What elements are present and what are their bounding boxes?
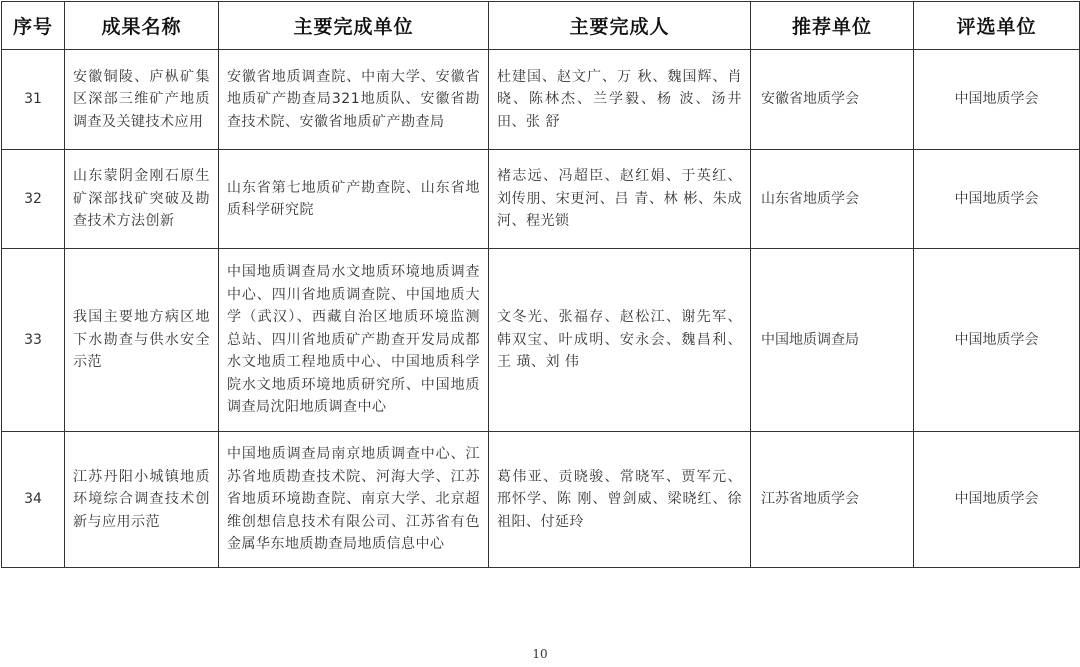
header-recommender: 推荐单位 xyxy=(751,2,914,50)
row-name: 安徽铜陵、庐枞矿集区深部三维矿产地质调查及关键技术应用 xyxy=(65,50,219,150)
row-units: 中国地质调查局南京地质调查中心、江苏省地质勘查技术院、河海大学、江苏省地质环境勘查院、南京大学、北京超维创想信息技术有限公司、江苏省有色金属华东地质勘查局地质信息中心 xyxy=(219,432,489,568)
row-index: 33 xyxy=(2,249,65,432)
header-index: 序号 xyxy=(2,2,65,50)
row-persons: 葛伟亚、贡晓骏、常晓军、贾军元、邢怀学、陈 刚、曾剑威、梁晓红、徐祖阳、付延玲 xyxy=(489,432,751,568)
row-persons: 褚志远、冯超臣、赵红娟、于英红、刘传朋、宋更河、吕 青、林 彬、朱成河、程光锁 xyxy=(489,150,751,249)
row-selector: 中国地质学会 xyxy=(914,249,1080,432)
table-row xyxy=(2,249,1080,432)
row-selector: 中国地质学会 xyxy=(914,432,1080,568)
header-persons: 主要完成人 xyxy=(489,2,751,50)
row-recommender: 山东省地质学会 xyxy=(751,150,914,249)
header-units: 主要完成单位 xyxy=(219,2,489,50)
row-name: 我国主要地方病区地下水勘查与供水安全示范 xyxy=(65,249,219,432)
row-index: 32 xyxy=(2,150,65,249)
row-persons: 文冬光、张福存、赵松江、谢先军、韩双宝、叶成明、安永会、魏昌利、王 璜、刘 伟 xyxy=(489,249,751,432)
row-index: 31 xyxy=(2,50,65,150)
row-units: 山东省第七地质矿产勘查院、山东省地质科学研究院 xyxy=(219,150,489,249)
row-units: 安徽省地质调查院、中南大学、安徽省地质矿产勘查局321地质队、安徽省勘查技术院、安徽省地质矿产勘查局 xyxy=(219,50,489,150)
table-header-row xyxy=(2,2,1080,50)
header-selector: 评选单位 xyxy=(914,2,1080,50)
table-row xyxy=(2,150,1080,249)
header-name: 成果名称 xyxy=(65,2,219,50)
row-name: 江苏丹阳小城镇地质环境综合调查技术创新与应用示范 xyxy=(65,432,219,568)
row-recommender: 安徽省地质学会 xyxy=(751,50,914,150)
row-recommender: 江苏省地质学会 xyxy=(751,432,914,568)
row-selector: 中国地质学会 xyxy=(914,150,1080,249)
page-number: 10 xyxy=(532,647,548,661)
row-persons: 杜建国、赵文广、万 秋、魏国辉、肖 晓、陈林杰、兰学毅、杨 波、汤井田、张 舒 xyxy=(489,50,751,150)
table-row xyxy=(2,432,1080,568)
row-name: 山东蒙阴金刚石原生矿深部找矿突破及勘查技术方法创新 xyxy=(65,150,219,249)
row-index: 34 xyxy=(2,432,65,568)
awards-table xyxy=(1,1,1080,568)
row-selector: 中国地质学会 xyxy=(914,50,1080,150)
row-units: 中国地质调查局水文地质环境地质调查中心、四川省地质调查院、中国地质大学（武汉）、西藏自治区地质环境监测总站、四川省地质矿产勘查开发局成都水文地质工程地质中心、中国地质科学院水文地质环境地质研究所、中国地质调查局沈阳地质调查中心 xyxy=(219,249,489,432)
row-recommender: 中国地质调查局 xyxy=(751,249,914,432)
table-row xyxy=(2,50,1080,150)
